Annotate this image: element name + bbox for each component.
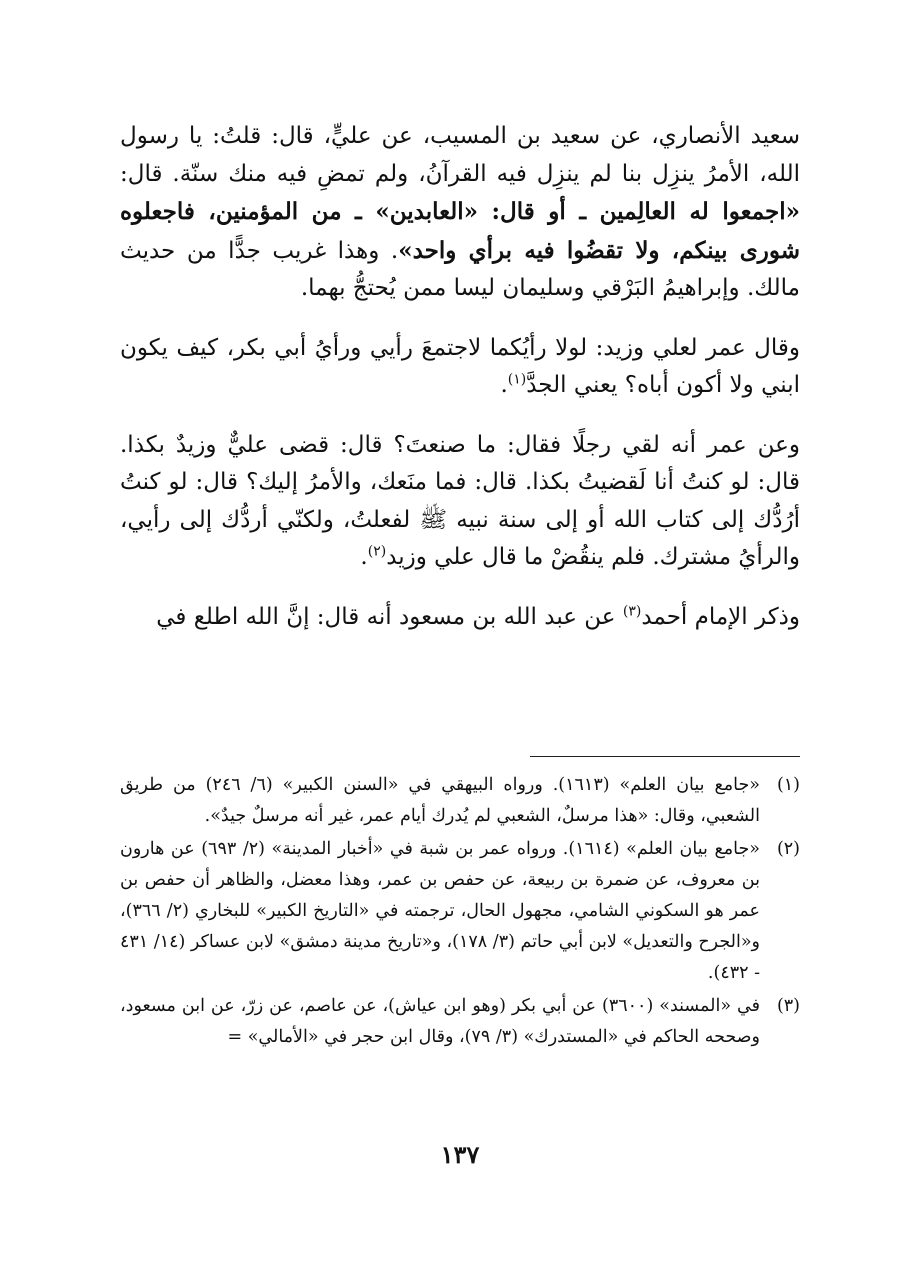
footnote-2-text: «جامع بيان العلم» (١٦١٤). ورواه عمر بن شبة في «أخبار المدينة» (٢/ ٦٩٣) عن هارون بن معروف، عن ضمرة بن ربيعة، عن حفص بن عمر، وهذا معضل، والظاهر أن حفص بن عمر هو السكوني الشامي، مجهول الحال، ترجمته في «التاريخ الكبير» للبخاري (٢/ ٣٦٦)، و«الجرح والتعديل» لابن أبي حاتم (٣/ ١٧٨)، و«تاريخ مدينة دمشق» لابن عساكر (١٤/ ٤٣١ - ٤٣٢). <box>120 839 760 983</box>
paragraph-3 <box>120 427 800 577</box>
paragraph-4-text-a: وذكر الإمام أحمد <box>641 603 800 630</box>
footnote-3-number: (٣) <box>776 996 800 1016</box>
paragraph-1 <box>120 118 800 308</box>
footnote-2-number: (٢) <box>776 839 800 859</box>
paragraph-2-end: . <box>500 372 508 398</box>
paragraph-3-text: وعن عمر أنه لقي رجلًا فقال: ما صنعتَ؟ قال: قضى عليٌّ وزيدٌ بكذا. قال: لو كنتُ أنا لَقضيتُ بكذا. قال: فما منَعك، والأمرُ إليك؟ قال: لو كنتُ أرُدُّك إلى كتاب الله أو إلى سنة نبيه ﷺ لفعلتُ، ولكنّي أردُّك إلى رأيي، والرأيُ مشترك. فلم ينقُضْ ما قال علي وزيد <box>120 431 800 570</box>
footnote-separator <box>530 756 800 757</box>
paragraph-4-text-b: عن عبد الله بن مسعود أنه قال: إنَّ الله اطلع في <box>156 603 623 630</box>
paragraph-1-text-a: سعيد الأنصاري، عن سعيد بن المسيب، عن عليٍّ، قال: قلتُ: يا رسول الله، الأمرُ ينزِل بنا لم ينزِل فيه القرآنُ، ولم تمضِ فيه منك سنّة. قال: <box>120 123 800 187</box>
paragraph-2 <box>120 330 800 405</box>
footnote-2 <box>120 834 800 989</box>
paragraph-4 <box>120 599 800 637</box>
footnote-1-text: «جامع بيان العلم» (١٦١٣). ورواه البيهقي في «السنن الكبير» (٦/ ٢٤٦) من طريق الشعبي، وقال: «هذا مرسلٌ، الشعبي لم يُدرك أيام عمر، غير أنه مرسلٌ جيدٌ». <box>120 775 760 826</box>
footnote-ref-2[interactable]: (٢) <box>367 543 387 560</box>
footnote-ref-1[interactable]: (١) <box>507 371 527 388</box>
paragraph-1-bold-hadith: «اجمعوا له العالِمين ـ أو قال: «العابدين» ـ من المؤمنين، فاجعلوه شورى بينكم، ولا تقضُوا فيه برأي واحد» <box>120 198 800 264</box>
paragraph-2-text: وقال عمر لعلي وزيد: لولا رأيُكما لاجتمعَ رأيي ورأيُ أبي بكر، كيف يكون ابني ولا أكون أباه؟ يعني الجدَّ <box>120 334 800 398</box>
paragraph-3-end: . <box>360 544 368 570</box>
footnote-1 <box>120 770 800 832</box>
footnote-1-number: (١) <box>776 775 800 795</box>
footnote-ref-3[interactable]: (٣) <box>622 602 642 619</box>
book-page <box>120 118 800 1178</box>
footnote-3 <box>120 991 800 1053</box>
footnotes <box>120 770 800 1055</box>
footnote-3-text: في «المسند» (٣٦٠٠) عن أبي بكر (وهو ابن عياش)، عن عاصم، عن زرّ، عن ابن مسعود، وصححه الحاكم في «المستدرك» (٣/ ٧٩)، وقال ابن حجر في «الأمالي» = <box>120 996 760 1047</box>
page-number: ١٣٧ <box>440 1140 480 1169</box>
paragraph-1-text-b: . وهذا غريب جدًّا من حديث مالك. وإبراهيمُ البَرْقي وسليمان ليسا ممن يُحتجُّ بهما. <box>120 237 800 301</box>
